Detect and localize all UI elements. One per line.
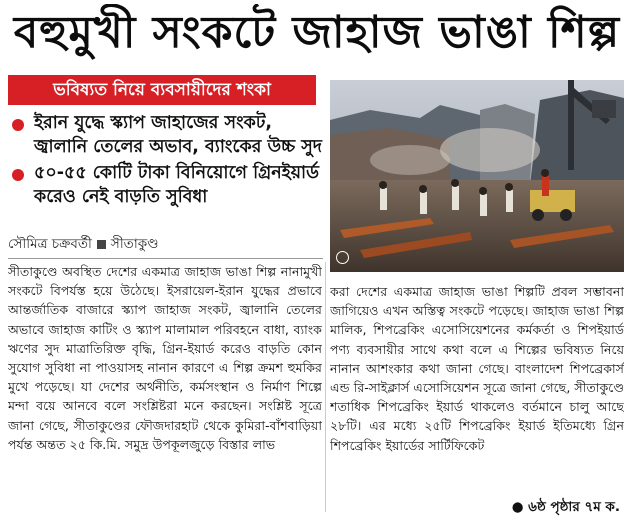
byline-author: সৌমিত্র চক্রবর্তী [8,236,92,252]
article-column-2: করা দেশের একমাত্র জাহাজ ভাঙা শিল্পটি প্রবল সম্ভাবনা জাগিয়েও এখন অস্তিত্ব সংকটে পড়েছে। জাহাজ ভাঙা শিল্প মালিক, শিপব্রেকিং এসোসিয়েশনের কর্মকর্তা ও শিপইয়ার্ড পণ্য ব্যবসায়ীর সাথে কথা বলে এ শিল্পের ভবিষ্যত নিয়ে নানান আশংকার কথা জানা গেছে। বাংলাদেশ শিপব্রেকার্স এন্ড রি-সাইক্লার্স এসোসিয়েশন সূত্রে জানা গেছে, সীতাকুণ্ডে শতাধিক শিপব্রেকিং ইয়ার্ড থাকলেও বর্তমানে চালু আছে ২৮টি। এর মধ্যে ২৫টি শিপব্রেকিং ইয়ার্ড ইতিমধ্যে গ্রিন শিপব্রেকিং ইয়ার্ডের সার্টিফিকেট [330,284,624,453]
summary-bullet [8,111,323,159]
headline: বহুমুখী সংকটে জাহাজ ভাঙা শিল্প [13,7,621,58]
byline [8,233,323,255]
summary-bullet [8,161,323,209]
summary-bullet-text: ইরান যুদ্ধে স্ক্যাপ জাহাজের সংকট, জ্বালানি তেলের অভাব, ব্যাংকের উচ্চ সুদ [34,113,322,157]
column-divider [325,262,326,512]
photo-illustration [330,80,624,272]
bullet-dot-icon [12,119,24,131]
summary-bullets [8,111,323,211]
byline-location: সীতাকুণ্ড [110,236,159,252]
divider [8,258,323,259]
photo-info-icon [336,251,349,264]
kicker-banner: ভবিষ্যত নিয়ে ব্যবসায়ীদের শংকা [8,75,316,105]
square-separator-icon [97,240,106,249]
bullet-dot-icon [12,169,24,181]
summary-bullet-text: ৫০-৫৫ কোটি টাকা বিনিয়োগে গ্রিনইয়ার্ড করেও নেই বাড়তি সুবিধা [34,163,320,207]
continuation-note: ● ৬ষ্ঠ পৃষ্ঠার ৭ম ক. [511,499,620,515]
shipbreaking-yard-photo [330,80,624,272]
article-column-1: সীতাকুণ্ডে অবস্থিত দেশের একমাত্র জাহাজ ভাঙা শিল্প নানামুখী সংকটে বিপর্যস্ত হয়ে উঠেছে। ইসরায়েল-ইরান যুদ্ধের প্রভাবে আন্তর্জাতিক বাজারে স্ক্যাপ জাহাজ সংকট, জ্বালানি তেলের অভাবে জাহাজ কাটিং ও স্ক্যাপ মালামাল পরিবহনে বাধা, ব্যাংক ঋণের সুদ মাত্রাতিরিক্ত বৃদ্ধি, গ্রিন-ইয়ার্ড করেও বাড়তি কোন সুযোগ সুবিধা না পাওয়াসহ নানান কারণে এ শিল্প ক্রমশ হুমকির মুখে পড়েছে। যা দেশের অর্থনীতি, কর্মসংস্থান ও নির্মাণ শিল্পে মন্দা বয়ে আনবে বলে সংশ্লিষ্টরা মনে করছেন। সংশ্লিষ্ট সূত্রে জানা গেছে, সীতাকুণ্ডের ফৌজদারহাট থেকে কুমিরা-বাঁশবাড়িয়া পর্যন্ত অন্তত ২৫ কি.মি. সমুদ্র উপকূলজুড়ে বিস্তার লাভ [8,264,322,452]
